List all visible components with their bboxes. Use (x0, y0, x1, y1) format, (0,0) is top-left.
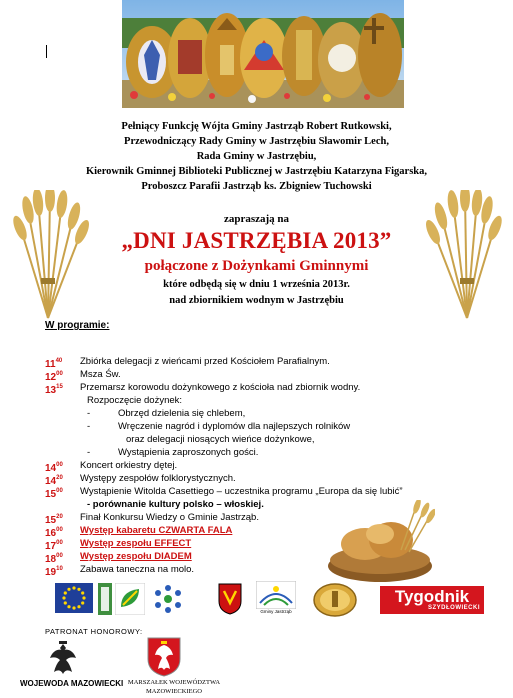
schedule-row: $15^{00}$ Wystąpienie Witolda Casettiego – uczestnika programu „Europa da się lubić” (45, 486, 403, 500)
tygodnik-sub-label: SZYDŁOWIECKI (428, 605, 480, 611)
organizer-line-3: Rada Gminy w Jastrzębiu, (196, 151, 317, 162)
schedule-row: $19^{10}$ Zabawa taneczna na molo. (45, 564, 195, 578)
program-schedule (45, 355, 505, 576)
schedule-row: $14^{20}$ Występy zespołów folklorystycznych. (45, 473, 236, 487)
program-heading: W programie: (45, 320, 110, 331)
event-place: nad zbiornikiem wodnym w Jastrzębiu (169, 295, 344, 306)
organizer-line-5: Proboszcz Parafii Jastrząb ks. Zbigniew Tuchowski (141, 181, 372, 192)
lgd-logo-icon (150, 583, 186, 620)
schedule-row: $17^{00}$ Występ zespołu EFFECT (45, 538, 192, 552)
schedule-subrow: - Wręczenie nagród i dyplomów dla najlepszych rolników (87, 421, 351, 432)
schedule-row: $14^{00}$ Koncert orkiestry dętej. (45, 460, 178, 474)
schedule-row: $13^{15}$ Przemarsz korowodu dożynkowego z kościoła nad zbiornik wodny. (45, 382, 361, 396)
schedule-row: $16^{00}$ Występ kabaretu CZWARTA FALA (45, 525, 233, 539)
schedule-row: $12^{00}$ Msza Św. (45, 369, 121, 383)
event-subtitle: połączone z Dożynkami Gminnymi (144, 258, 369, 274)
event-title: „DNI JASTRZĘBIA 2013” (121, 228, 392, 253)
polish-eagle-emblem-icon (48, 640, 78, 683)
organizer-line-2: Przewodniczący Rady Gminy w Jastrzębiu Sławomir Lech, (124, 136, 389, 147)
event-date: które odbędą się w dniu 1 września 2013r. (163, 279, 350, 290)
gmina-jastrzab-label: Gminy Jastrząb (260, 609, 292, 614)
tygodnik-szydlowiecki-logo (380, 586, 484, 614)
harvest-wreaths-photo (122, 0, 404, 108)
bread-basket-image (325, 500, 435, 584)
schedule-row: $15^{20}$ Finał Konkursu Wiedzy o Gminie Jastrząb. (45, 512, 259, 526)
schedule-row: $11^{40}$ Zbiórka delegacji z wieńcami przed Kościołem Parafialnym. (45, 356, 330, 370)
schedule-subrow: - Obrzęd dzielenia się chlebem, (87, 408, 246, 419)
leader-logo-icon (98, 583, 112, 620)
organizer-line-1: Pełniący Funkcję Wójta Gminy Jastrząb Robert Rutkowski, (121, 121, 392, 132)
marszalek-label: MARSZAŁEK WOJEWÓDZTWA MAZOWIECKIEGO (127, 679, 221, 695)
schedule-subrow: - porównanie kultury polsko – włoskiej. (87, 499, 264, 510)
text-cursor (46, 45, 47, 58)
eu-flag-icon (55, 583, 93, 618)
tygodnik-label: Tygodnik (394, 587, 470, 606)
schedule-subrow: - Wystąpienia zaproszonych gości. (87, 447, 259, 458)
honorary-patronage-label: PATRONAT HONOROWY: (45, 627, 143, 636)
sponsor-logos (0, 581, 513, 621)
schedule-subrow: Rozpoczęcie dożynek: (87, 395, 183, 406)
schedule-row: $18^{00}$ Występ zespołu DIADEM (45, 551, 192, 565)
schedule-subrow: oraz delegacji niosących wieńce dożynkowe, (126, 434, 315, 445)
rural-development-logo-icon (115, 583, 145, 620)
mazowieckie-coat-of-arms-icon (147, 637, 181, 682)
powiat-coat-of-arms-icon (218, 583, 242, 620)
wojewoda-label: WOJEWODA MAZOWIECKI (20, 679, 124, 688)
library-seal-icon (313, 583, 357, 622)
gmina-jastrzab-logo (256, 581, 296, 614)
invite-intro: zapraszają na (223, 213, 290, 225)
organizer-line-4: Kierownik Gminnej Biblioteki Publicznej w Jastrzębiu Katarzyna Figarska, (85, 166, 428, 177)
